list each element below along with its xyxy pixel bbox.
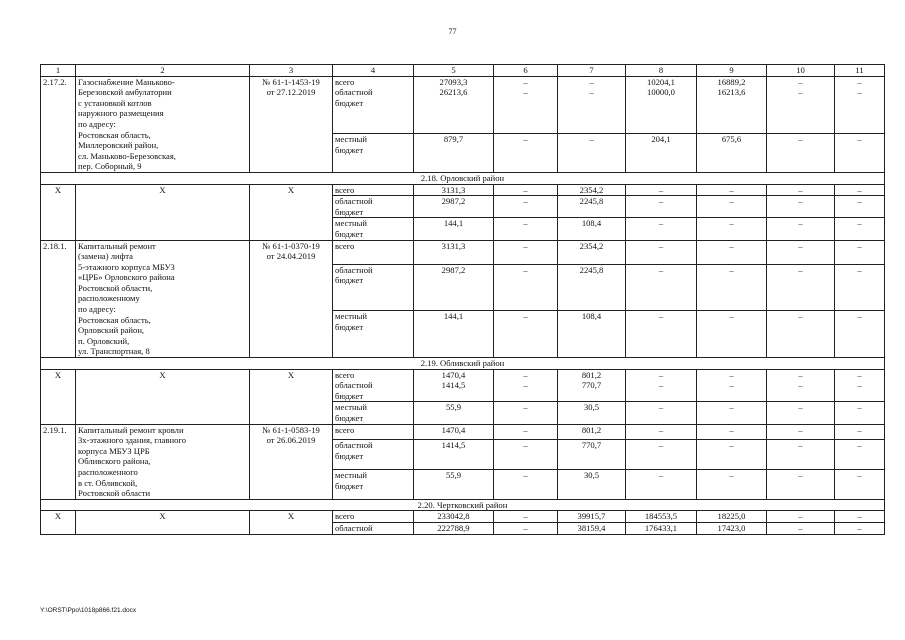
funding-source: областной	[333, 522, 414, 534]
amount-c10: –	[767, 240, 835, 264]
amount-c9: –	[697, 311, 767, 358]
amount-c7: 38159,4	[558, 522, 626, 534]
amount-c8: –	[626, 440, 697, 470]
amount-c6: – –	[494, 76, 558, 133]
object-name: Капитальный ремонт кровли 3х-этажного здания, главного корпуса МБУЗ ЦРБ Обливского района, расположенного в ст. Обливской, Ростовской области	[76, 424, 250, 499]
funding-source: всего областной бюджет	[333, 76, 414, 133]
amount-c11: –	[835, 184, 885, 196]
amount-c11: –	[835, 402, 885, 424]
amount-c11: –	[835, 522, 885, 534]
expertise-conclusion: № 61-1-0583-19 от 26.06.2019	[250, 424, 333, 499]
amount-c10: – –	[767, 369, 835, 402]
district-section-title: 2.18. Орловский район	[41, 172, 885, 184]
amount-c6: –	[494, 134, 558, 173]
funding-source: областной бюджет	[333, 440, 414, 470]
amount-c7: 39915,7	[558, 511, 626, 523]
amount-c7: 30,5	[558, 469, 626, 499]
amount-c8: 176433,1	[626, 522, 697, 534]
column-number-3: 3	[250, 65, 333, 77]
amount-c6: –	[494, 511, 558, 523]
amount-c5: 222788,9	[414, 522, 494, 534]
amount-c7: 801,2 770,7	[558, 369, 626, 402]
amount-c7: 108,4	[558, 311, 626, 358]
amount-c8: –	[626, 196, 697, 218]
district-section-row	[41, 172, 885, 184]
amount-c6: –	[494, 469, 558, 499]
document-path: Y:\ORST\Ppo\1018p866.f21.docx	[40, 607, 137, 614]
row-number: Х	[41, 511, 76, 534]
table-row	[41, 184, 885, 196]
amount-c9: –	[697, 184, 767, 196]
amount-c6: –	[494, 402, 558, 424]
amount-c9: –	[697, 424, 767, 440]
amount-c9: 675,6	[697, 134, 767, 173]
amount-c5: 1470,4	[414, 424, 494, 440]
amount-c8: 184553,5	[626, 511, 697, 523]
expertise-conclusion: № 61-1-0370-19 от 24.04.2019	[250, 240, 333, 358]
table-row	[41, 511, 885, 523]
amount-c8: 204,1	[626, 134, 697, 173]
funding-source: всего	[333, 511, 414, 523]
amount-c6: –	[494, 424, 558, 440]
amount-c5: 144,1	[414, 218, 494, 240]
amount-c9: –	[697, 240, 767, 264]
column-number-row	[41, 65, 885, 77]
table-row	[41, 240, 885, 264]
amount-c5: 3131,3	[414, 184, 494, 196]
table-row	[41, 424, 885, 440]
row-number: 2.18.1.	[41, 240, 76, 358]
district-section-title: 2.20. Чертковский район	[41, 499, 885, 511]
amount-c6: –	[494, 184, 558, 196]
funding-source: всего областной бюджет	[333, 369, 414, 402]
funding-source: областной бюджет	[333, 264, 414, 311]
amount-c7: 801,2	[558, 424, 626, 440]
funding-source: местный бюджет	[333, 134, 414, 173]
amount-c6: –	[494, 311, 558, 358]
amount-c7: 2354,2	[558, 240, 626, 264]
expertise-conclusion: Х	[250, 511, 333, 534]
amount-c5: 3131,3	[414, 240, 494, 264]
amount-c9: –	[697, 440, 767, 470]
amount-c8: –	[626, 469, 697, 499]
amount-c9: 17423,0	[697, 522, 767, 534]
column-number-11: 11	[835, 65, 885, 77]
amount-c8: –	[626, 218, 697, 240]
amount-c6: –	[494, 264, 558, 311]
funding-source: местный бюджет	[333, 402, 414, 424]
amount-c6: – –	[494, 369, 558, 402]
amount-c5: 233042,8	[414, 511, 494, 523]
amount-c7: 2354,2	[558, 184, 626, 196]
amount-c8: 10204,1 10000,0	[626, 76, 697, 133]
column-number-6: 6	[494, 65, 558, 77]
amount-c10: –	[767, 218, 835, 240]
column-number-10: 10	[767, 65, 835, 77]
row-number: 2.17.2.	[41, 76, 76, 172]
amount-c5: 55,9	[414, 469, 494, 499]
amount-c10: –	[767, 264, 835, 311]
amount-c11: –	[835, 264, 885, 311]
table-row	[41, 76, 885, 133]
table-row	[41, 369, 885, 402]
amount-c11: –	[835, 311, 885, 358]
amount-c5: 1414,5	[414, 440, 494, 470]
object-name: Капитальный ремонт (замена) лифта 5-этажного корпуса МБУЗ «ЦРБ» Орловского района Ростовской области, расположенному по адресу: Ростовская область, Орловский район, п. Орловский, ул. Транспортная, 8	[76, 240, 250, 358]
column-number-9: 9	[697, 65, 767, 77]
amount-c6: –	[494, 218, 558, 240]
column-number-7: 7	[558, 65, 626, 77]
amount-c7: 2245,8	[558, 196, 626, 218]
column-number-5: 5	[414, 65, 494, 77]
object-name: Х	[76, 369, 250, 424]
funding-source: местный бюджет	[333, 311, 414, 358]
amount-c7: 30,5	[558, 402, 626, 424]
amount-c5: 2987,2	[414, 264, 494, 311]
amount-c5: 2987,2	[414, 196, 494, 218]
financing-table	[40, 64, 885, 535]
amount-c11: –	[835, 134, 885, 173]
district-section-title: 2.19. Обливский район	[41, 358, 885, 370]
row-number: Х	[41, 184, 76, 240]
amount-c7: 2245,8	[558, 264, 626, 311]
amount-c11: –	[835, 440, 885, 470]
amount-c7: 770,7	[558, 440, 626, 470]
amount-c5: 27093,3 26213,6	[414, 76, 494, 133]
funding-source: всего	[333, 184, 414, 196]
funding-source: всего	[333, 424, 414, 440]
amount-c9: – –	[697, 369, 767, 402]
amount-c9: –	[697, 218, 767, 240]
amount-c10: –	[767, 402, 835, 424]
column-number-2: 2	[76, 65, 250, 77]
amount-c10: –	[767, 469, 835, 499]
amount-c9: 16889,2 16213,6	[697, 76, 767, 133]
object-name: Х	[76, 184, 250, 240]
amount-c10: –	[767, 311, 835, 358]
amount-c8: –	[626, 184, 697, 196]
amount-c11: –	[835, 240, 885, 264]
amount-c8: –	[626, 311, 697, 358]
amount-c6: –	[494, 522, 558, 534]
row-number: 2.19.1.	[41, 424, 76, 499]
amount-c10: –	[767, 196, 835, 218]
amount-c5: 879,7	[414, 134, 494, 173]
amount-c9: –	[697, 196, 767, 218]
amount-c10: –	[767, 511, 835, 523]
amount-c8: –	[626, 240, 697, 264]
page-number: 77	[448, 27, 457, 36]
amount-c10: –	[767, 184, 835, 196]
amount-c10: –	[767, 522, 835, 534]
amount-c10: –	[767, 424, 835, 440]
funding-source: местный бюджет	[333, 469, 414, 499]
funding-source: местный бюджет	[333, 218, 414, 240]
amount-c6: –	[494, 196, 558, 218]
amount-c8: – –	[626, 369, 697, 402]
district-section-row	[41, 358, 885, 370]
amount-c9: 18225,0	[697, 511, 767, 523]
district-section-row	[41, 499, 885, 511]
amount-c5: 1470,4 1414,5	[414, 369, 494, 402]
amount-c8: –	[626, 264, 697, 311]
row-number: Х	[41, 369, 76, 424]
amount-c11: –	[835, 469, 885, 499]
expertise-conclusion: № 61-1-1453-19 от 27.12.2019	[250, 76, 333, 172]
amount-c7: 108,4	[558, 218, 626, 240]
amount-c8: –	[626, 402, 697, 424]
funding-source: областной бюджет	[333, 196, 414, 218]
amount-c11: –	[835, 196, 885, 218]
expertise-conclusion: Х	[250, 184, 333, 240]
funding-source: всего	[333, 240, 414, 264]
column-number-1: 1	[41, 65, 76, 77]
object-name: Х	[76, 511, 250, 534]
amount-c11: – –	[835, 369, 885, 402]
amount-c11: –	[835, 424, 885, 440]
amount-c10: –	[767, 440, 835, 470]
column-number-8: 8	[626, 65, 697, 77]
amount-c6: –	[494, 440, 558, 470]
amount-c10: – –	[767, 76, 835, 133]
amount-c5: 144,1	[414, 311, 494, 358]
amount-c8: –	[626, 424, 697, 440]
column-number-4: 4	[333, 65, 414, 77]
amount-c11: –	[835, 511, 885, 523]
expertise-conclusion: Х	[250, 369, 333, 424]
amount-c11: – –	[835, 76, 885, 133]
amount-c9: –	[697, 402, 767, 424]
object-name: Газоснабжение Маньково- Березовской амбулатории с установкой котлов наружного размещения по адресу: Ростовская область, Миллеровский район, сл. Маньково-Березовская, пер. Соборный, 9	[76, 76, 250, 172]
amount-c7: –	[558, 134, 626, 173]
amount-c6: –	[494, 240, 558, 264]
amount-c5: 55,9	[414, 402, 494, 424]
amount-c11: –	[835, 218, 885, 240]
amount-c10: –	[767, 134, 835, 173]
amount-c9: –	[697, 469, 767, 499]
amount-c7: – –	[558, 76, 626, 133]
amount-c9: –	[697, 264, 767, 311]
